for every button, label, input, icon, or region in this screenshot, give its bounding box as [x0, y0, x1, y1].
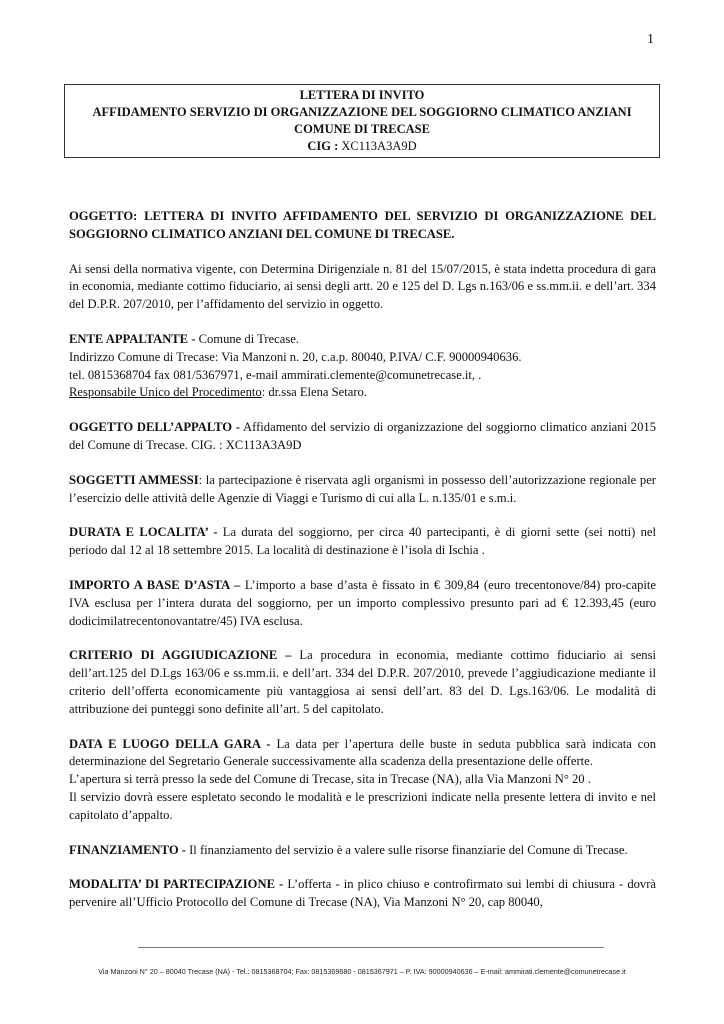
section-text: La durata del soggiorno, per circa 40 partecipanti, è di giorni sette (sei notti) nel periodo dal 12 al 18 settembre 2015. La località di destinazione è l’isola di Ischia .: [69, 525, 656, 558]
section-label: DATA E LUOGO DELLA GARA -: [69, 736, 271, 751]
page-number: 1: [647, 32, 654, 47]
soggetti-ammessi-section: [69, 472, 656, 508]
rup-label: Responsabile Unico del Procedimento: [69, 385, 262, 400]
section-text: Il finanziamento del servizio è a valere sulle risorse finanziarie del Comune di Trecase.: [185, 842, 628, 857]
ente-address: Indirizzo Comune di Trecase: Via Manzoni n. 20, c.a.p. 80040, P.IVA/ C.F. 90000940636.: [69, 349, 522, 364]
title-box: [64, 84, 660, 158]
footer: Via Manzoni N° 20 – 80040 Trecase (NA) - Tel.: 0815368704; Fax: 0815369680 - 0815367971 – P. IVA: 90000940636 – E-mail: ammirati.clemente@comunetrecase.it: [98, 967, 626, 976]
data-luogo-section: [69, 736, 656, 825]
section-text: La procedura in economia, mediante cottimo fiduciario ai sensi dell’art.125 del D.Lgs 163/06 e ss.mm.ii. e dell’art. 334 del D.P.R. 207/2010, prevede l’aggiudicazione mediante il criterio dell’offerta economicamente più vantaggiosa ai sensi dell’art. 83 del D. Lgs.163/06. Le modalità di attribuzione dei punteggi sono definite all’art. 5 del capitolato.: [69, 648, 657, 716]
ente-label: ENTE APPALTANTE -: [69, 331, 196, 346]
section-text: Affidamento del servizio di organizzazione del soggiorno climatico anziani 2015 del Comune di Trecase. CIG. : XC113A3A9D: [69, 420, 656, 452]
section-label: IMPORTO A BASE D’ASTA –: [69, 577, 241, 592]
header-municipality: COMUNE DI TRECASE: [294, 122, 430, 136]
ente-name: Comune di Trecase.: [195, 331, 299, 346]
oggetto-heading: OGGETTO: LETTERA DI INVITO AFFIDAMENTO DEL SERVIZIO DI ORGANIZZAZIONE DEL SOGGIORNO CLIMATICO ANZIANI DEL COMUNE DI TRECASE.: [69, 209, 656, 241]
ente-contacts: tel. 0815368704 fax 081/5367971, e-mail ammirati.clemente@comunetrecase.it, .: [69, 367, 482, 382]
section-label: DURATA E LOCALITA’ -: [69, 525, 218, 540]
oggetto-appalto-section: [69, 419, 656, 455]
ente-appaltante-section: [69, 331, 656, 402]
data-luogo-line3: Il servizio dovrà essere espletato secondo le modalità e le prescrizioni indicate nella presente lettera di invito e nel capitolato d’appalto.: [69, 789, 656, 822]
rup-value: : dr.ssa Elena Setaro.: [261, 385, 367, 400]
header-subject: AFFIDAMENTO SERVIZIO DI ORGANIZZAZIONE DEL SOGGIORNO CLIMATICO ANZIANI: [92, 105, 632, 119]
section-text: L’importo a base d’asta è fissato in € 309,84 (euro trecentonove/84) pro-capite IVA esclusa per l’intera durata del soggiorno, per un importo complessivo presunto pari ad € 12.393,45 (euro dodicimilatrecentonovantatre/45) IVA esclusa.: [69, 577, 656, 628]
data-luogo-line2: L’apertura si terrà presso la sede del Comune di Trecase, sita in Trecase (NA), alla Via Manzoni N° 20 .: [69, 772, 591, 787]
footer-divider: [138, 947, 604, 948]
section-text: : la partecipazione è riservata agli organismi in possesso dell’autorizzazione regionale per l’esercizio delle attività delle Agenzie di Viaggi e Turismo di cui alla L. n.135/01 e s.m.i.: [69, 472, 656, 505]
section-text: L’offerta - in plico chiuso e controfirmato sui lembi di chiusura - dovrà pervenire all’Ufficio Protocollo del Comune di Trecase (NA), Via Manzoni N° 20, cap 80040,: [69, 877, 657, 910]
cig-label: CIG :: [307, 139, 339, 153]
cig-value: XC113A3A9D: [341, 139, 417, 153]
durata-localita-section: [69, 524, 656, 560]
criterio-section: [69, 647, 656, 718]
importo-section: [69, 577, 656, 630]
section-text: La data per l’apertura delle buste in seduta pubblica sarà indicata con determinazione del Segretario Generale successivamente alla scadenza della presentazione delle offerte.: [69, 736, 656, 769]
section-label: CRITERIO DI AGGIUDICAZIONE –: [69, 648, 292, 663]
intro-paragraph: Ai sensi della normativa vigente, con Determina Dirigenziale n. 81 del 15/07/2015, è stata indetta procedura di gara in economia, mediante cottimo fiduciario, ai sensi degli artt. 20 e 125 del D. Lgs n.163/06 e ss.mm.ii. e dell’art. 334 del D.P.R. 207/2010, per l’affidamento del servizio in oggetto.: [69, 261, 656, 312]
header-title: LETTERA DI INVITO: [299, 88, 425, 102]
section-label: SOGGETTI AMMESSI: [69, 472, 199, 487]
letter-body: [69, 208, 656, 912]
header-cig: [65, 138, 659, 155]
finanziamento-section: [69, 842, 656, 860]
modalita-section: [69, 876, 656, 912]
section-label: OGGETTO DELL’APPALTO -: [69, 420, 241, 435]
section-label: MODALITA’ DI PARTECIPAZIONE -: [69, 877, 284, 892]
section-label: FINANZIAMENTO -: [69, 842, 186, 857]
